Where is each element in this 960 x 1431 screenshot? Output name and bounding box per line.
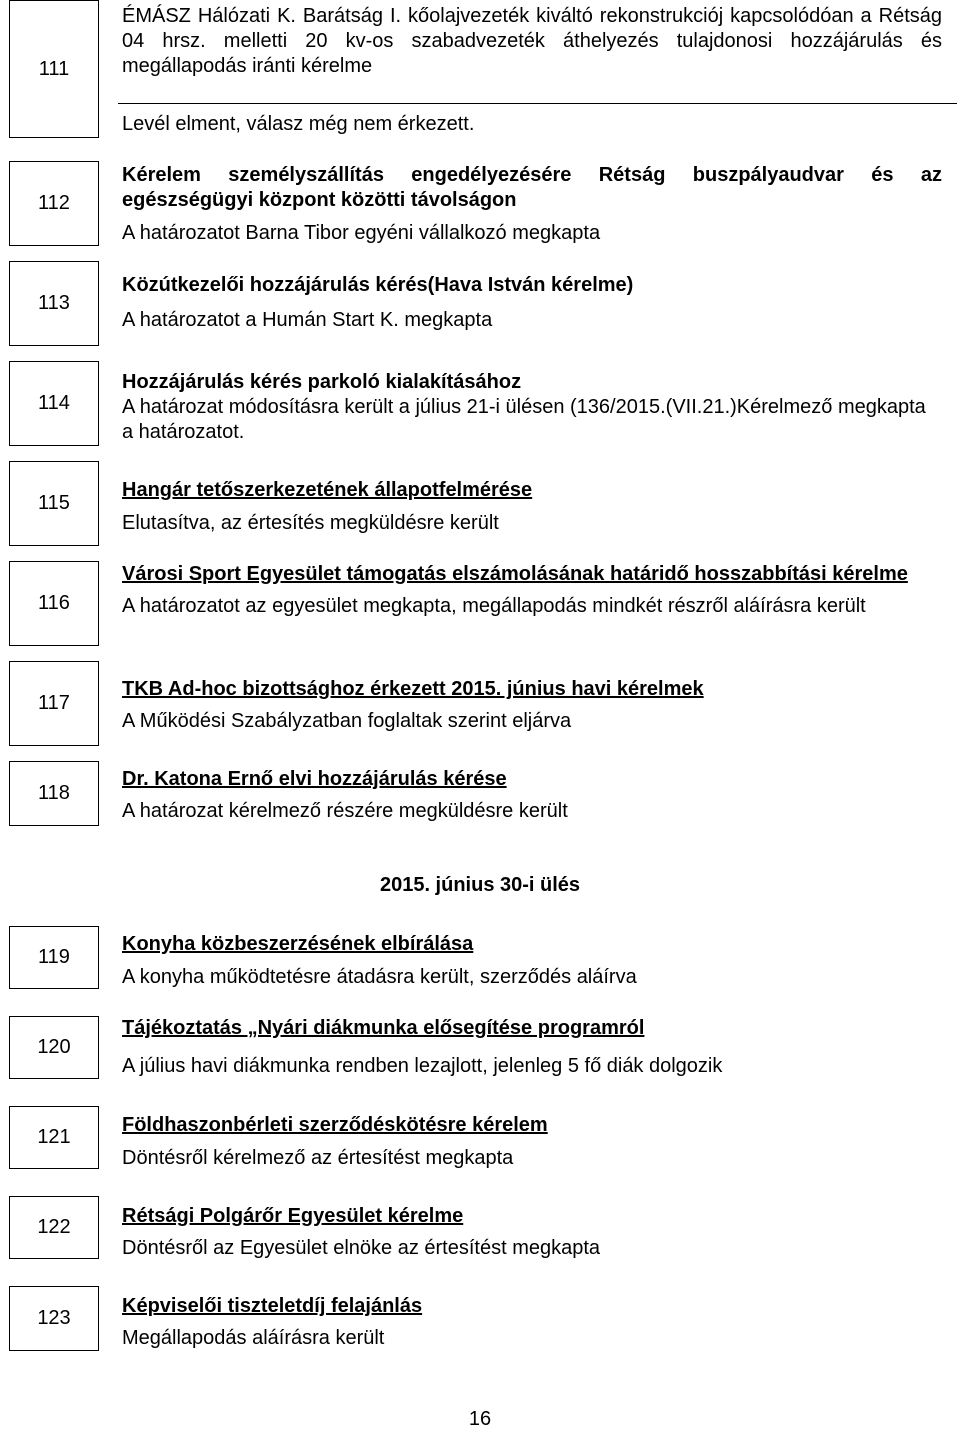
- item-number: 118: [38, 782, 70, 804]
- item-content: [122, 370, 942, 445]
- item-resolution: A határozat kérelmező részére megküldésre került: [122, 800, 568, 822]
- item-number: 123: [37, 1307, 71, 1329]
- item-title: ÉMÁSZ Hálózati K. Barátság I. kőolajvezeték kiváltó rekonstrukciój kapcsolódóan a Rétság 04 hrsz. melletti 20 kv-os szabadvezeték áthelyezés tulajdonosi hozzájárulás és megállapodás iránti kérelme: [122, 5, 942, 77]
- item-content: [122, 163, 942, 246]
- item-number: 115: [38, 492, 70, 514]
- item-resolution: A konyha működtetésre átadásra került, szerződés aláírva: [122, 966, 637, 988]
- item-resolution: Elutasítva, az értesítés megküldésre került: [122, 512, 499, 534]
- item-content: [122, 273, 942, 333]
- item-number-box: [9, 561, 99, 646]
- item-content: [122, 478, 942, 536]
- item-number: 119: [38, 946, 70, 968]
- item-number-box: [9, 361, 99, 446]
- item-number-box: [9, 161, 99, 246]
- item-number: 113: [38, 292, 70, 314]
- item-number-box: [9, 1106, 99, 1169]
- item-title: Rétsági Polgárőr Egyesület kérelme: [122, 1205, 464, 1227]
- item-resolution: Döntésről kérelmező az értesítést megkapta: [122, 1147, 514, 1169]
- item-title: Képviselői tiszteletdíj felajánlás: [122, 1295, 423, 1317]
- page-number: 16: [468, 1408, 492, 1430]
- item-number: 121: [37, 1126, 71, 1148]
- item-number-box: [9, 461, 99, 546]
- item-resolution: A július havi diákmunka rendben lezajlott, jelenleg 5 fő diák dolgozik: [122, 1055, 723, 1077]
- item-content: [122, 562, 942, 619]
- item-content: [122, 1204, 942, 1261]
- item-content: [122, 767, 942, 824]
- item-resolution: A határozatot az egyesület megkapta, megállapodás mindkét részről aláírásra került: [122, 595, 866, 617]
- item-title: Konyha közbeszerzésének elbírálása: [122, 933, 474, 955]
- item-number-box: [9, 0, 99, 138]
- item-number-box: [9, 1016, 99, 1079]
- item-title: Hangár tetőszerkezetének állapotfelmérése: [122, 479, 533, 501]
- item-number-box: [9, 1286, 99, 1351]
- item-number: 112: [38, 192, 70, 214]
- item-title: Földhaszonbérleti szerződéskötésre kérelem: [122, 1114, 548, 1136]
- item-number: 122: [37, 1216, 71, 1238]
- item-number-box: [9, 261, 99, 346]
- item-title: Városi Sport Egyesület támogatás elszámolásának határidő hosszabbítási kérelme: [122, 563, 908, 585]
- item-content: [122, 4, 942, 79]
- item-content: [122, 677, 942, 734]
- item-resolution: Döntésről az Egyesület elnöke az értesítést megkapta: [122, 1237, 601, 1259]
- item-number: 117: [38, 692, 70, 714]
- item-resolution: A határozatot a Humán Start K. megkapta: [122, 309, 493, 331]
- item-resolution: Megállapodás aláírásra került: [122, 1327, 385, 1349]
- item-number-box: [9, 926, 99, 989]
- item-content: [122, 112, 942, 137]
- item-resolution: Levél elment, válasz még nem érkezett.: [122, 113, 475, 135]
- item-number: 111: [38, 57, 70, 80]
- item-title: Dr. Katona Ernő elvi hozzájárulás kérése: [122, 768, 507, 790]
- session-heading: 2015. június 30-i ülés: [379, 874, 581, 896]
- item-number: 116: [38, 592, 70, 614]
- item-number: 120: [37, 1036, 71, 1058]
- item-title: Közútkezelői hozzájárulás kérés(Hava István kérelme): [122, 274, 634, 296]
- item-content: [122, 1016, 942, 1079]
- item-number-box: [9, 661, 99, 746]
- item-title: TKB Ad-hoc bizottsághoz érkezett 2015. június havi kérelmek: [122, 678, 704, 700]
- item-number-box: [9, 761, 99, 826]
- item-title: Hozzájárulás kérés parkoló kialakításához: [122, 371, 522, 393]
- item-resolution: A határozat módosításra került a július 21-i ülésen (136/2015.(VII.21.)Kérelmező megkapta a határozatot.: [122, 396, 926, 443]
- item-content: [122, 1294, 942, 1351]
- item-resolution: A határozatot Barna Tibor egyéni vállalkozó megkapta: [122, 222, 601, 244]
- divider-line: [118, 103, 957, 104]
- item-number-box: [9, 1196, 99, 1259]
- item-title: Kérelem személyszállítás engedélyezésére Rétság buszpályaudvar és az egészségügyi központ közötti távolságon: [122, 164, 942, 211]
- item-number: 114: [38, 392, 70, 414]
- item-resolution: A Működési Szabályzatban foglaltak szerint eljárva: [122, 710, 572, 732]
- item-title: Tájékoztatás „Nyári diákmunka elősegítése programról: [122, 1017, 645, 1039]
- item-content: [122, 1113, 942, 1171]
- item-content: [122, 932, 942, 990]
